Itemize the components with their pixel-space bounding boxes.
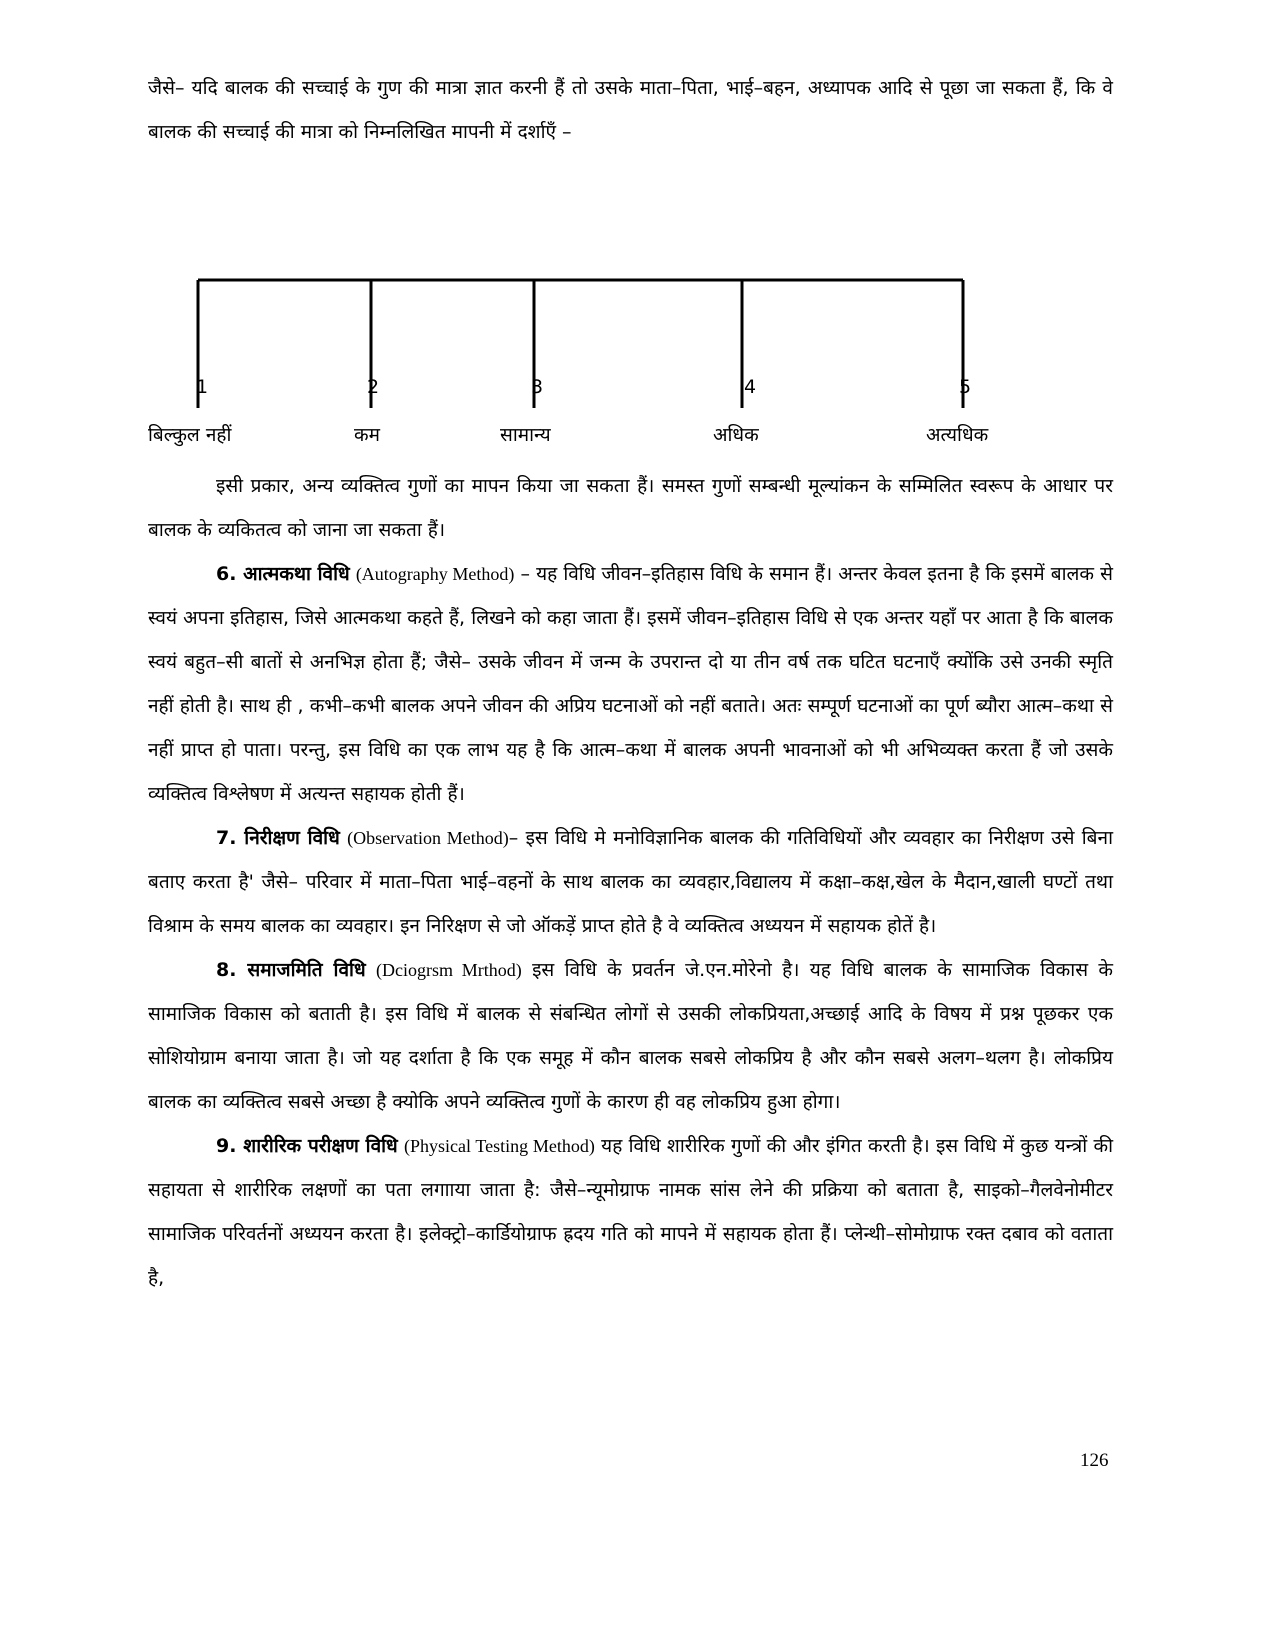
- scale-label: कम: [354, 424, 380, 446]
- scale-number: 5: [959, 376, 972, 398]
- section-heading: 6. आत्मकथा विधि: [216, 563, 350, 585]
- section-body: इस विधि के प्रवर्तन जे.एन.मोरेनो है। यह विधि बालक के सामाजिक विकास के सामाजिक विकास को बताती है। इस विधि में बालक से संबन्धित लोगों से उसकी लोकप्रियता,अच्छाई आदि के विषय में प्रश्न पूछकर एक सोशियोग्राम बनाया जाता है। जो यह दर्शाता है कि एक समूह में कौन बालक सबसे लोकप्रिय है और कौन सबसे अलग–थलग है। लोकप्रिय बालक का व्यक्तित्व सबसे अच्छा है क्योकि अपने व्यक्तित्व गुणों के कारण ही वह लोकप्रिय हुआ होगा।: [148, 959, 1113, 1113]
- section-autobiography: [148, 552, 1113, 816]
- section-english-title: (Observation Method): [347, 828, 509, 848]
- section-heading: 8. समाजमिति विधि: [216, 959, 366, 981]
- rating-scale: [148, 154, 1113, 446]
- section-heading: 9. शारीरिक परीक्षण विधि: [216, 1135, 398, 1157]
- section-sociometry: [148, 948, 1113, 1124]
- scale-label: अत्यधिक: [926, 424, 989, 446]
- scale-number: 2: [367, 376, 380, 398]
- intro-paragraph: जैसे– यदि बालक की सच्चाई के गुण की मात्रा ज्ञात करनी हैं तो उसके माता–पिता, भाई–बहन, अध्यापक आदि से पूछा जा सकता हैं, कि वे बालक की सच्चाई की मात्रा को निम्नलिखित मापनी में दर्शाएँ –: [148, 77, 1113, 143]
- section-observation: [148, 816, 1113, 948]
- section-body: – इस विधि मे मनोविज्ञानिक बालक की गतिविधियों और व्यवहार का निरीक्षण उसे बिना बताए करता है' जैसे– परिवार में माता–पिता भाई–वहनों के साथ बालक का व्यवहार,विद्यालय में कक्षा–कक्ष,खेल के मैदान,खाली घण्टों तथा विश्राम के समय बालक का व्यवहार। इन निरिक्षण से जो ऑकड़ें प्राप्त होते है वे व्यक्तित्व अध्ययन में सहायक होतें है।: [148, 827, 1113, 937]
- section-physical-testing: [148, 1124, 1113, 1300]
- page-number: 126: [1080, 1450, 1109, 1471]
- scale-label: बिल्कुल नहीं: [148, 424, 232, 446]
- scale-arrows: [191, 280, 970, 408]
- section-body: यह विधि शारीरिक गुणों की और इंगित करती है। इस विधि में कुछ यन्त्रों की सहायता से शारीरिक लक्षणों का पता लगााया जाता है: जैसे–न्यूमोग्राफ नामक सांस लेने की प्रक्रिया को बताता है, साइको–गैलवेनोमीटर सामाजिक परिवर्तनों अध्ययन करता है। इलेक्ट्रो–कार्डियोग्राफ ह्रदय गति को मापने में सहायक होता हैं। प्लेन्थी–सोमोग्राफ रक्त दबाव को वताता है,: [148, 1135, 1113, 1289]
- scale-number: 3: [531, 376, 544, 398]
- section-english-title: (Dciogrsm Mrthod): [375, 960, 522, 980]
- scale-number: 4: [744, 376, 757, 398]
- section-body: – यह विधि जीवन–इतिहास विधि के समान हैं। अन्तर केवल इतना है कि इसमें बालक से स्वयं अपना इतिहास, जिसे आत्मकथा कहते हैं, लिखने को कहा जाता हैं। इसमें जीवन–इतिहास विधि से एक अन्तर यहाँ पर आता है कि बालक स्वयं बहुत–सी बातों से अनभिज्ञ होता हैं; जैसे– उसके जीवन में जन्म के उपरान्त दो या तीन वर्ष तक घटित घटनाएँ क्योंकि उसे उनकी स्मृति नहीं होती है। साथ ही , कभी–कभी बालक अपने जीवन की अप्रिय घटनाओं को नहीं बताते। अतः सम्पूर्ण घटनाओं का पूर्ण ब्यौरा आत्म–कथा से नहीं प्राप्त हो पाता। परन्तु, इस विधि का एक लाभ यह है कि आत्म–कथा में बालक अपनी भावनाओं को भी अभिव्यक्त करता हैं जो उसके व्यक्तित्व विश्लेषण में अत्यन्त सहायक होती हैं।: [148, 563, 1113, 805]
- section-english-title: (Autography Method): [355, 564, 515, 584]
- page-content: [148, 66, 1113, 1300]
- section-english-title: (Physical Testing Method): [404, 1136, 595, 1156]
- scale-number: 1: [196, 376, 209, 398]
- summary-paragraph: इसी प्रकार, अन्य व्यक्तित्व गुणों का मापन किया जा सकता हैं। समस्त गुणों सम्बन्धी मूल्यांकन के सम्मिलित स्वरूप के आधार पर बालक के व्यकितत्व को जाना जा सकता हैं।: [148, 475, 1113, 541]
- scale-label: अधिक: [713, 424, 759, 446]
- section-heading: 7. निरीक्षण विधि: [216, 827, 340, 849]
- rating-scale-diagram: [148, 154, 1113, 408]
- scale-label: सामान्य: [500, 424, 551, 446]
